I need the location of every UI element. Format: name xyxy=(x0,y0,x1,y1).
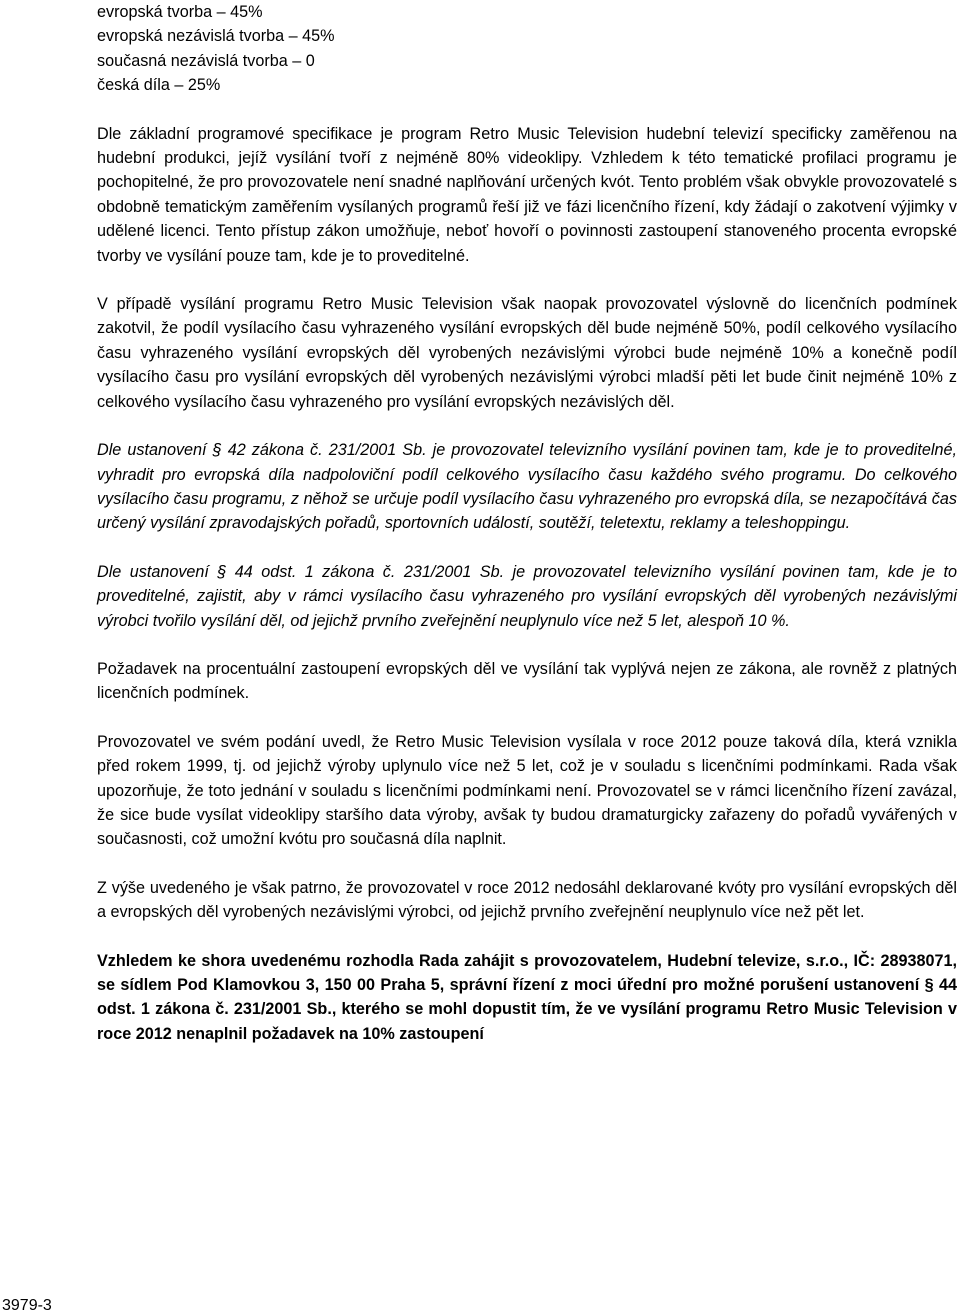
quota-item: evropská tvorba – 45% xyxy=(97,3,263,21)
paragraph-section-44: Dle ustanovení § 44 odst. 1 zákona č. 231/2001 Sb. je provozovatel televizního vysílání povinen tam, kde je to proveditelné, zajistit, aby v rámci vysílacího času vyhrazeného pro vysílání evropských děl vyrobených nezávislými výrobci tvořilo vysílání děl, od jejichž prvního zveřejnění neuplynulo více než 5 let, alespoň 10 %. xyxy=(97,562,957,630)
paragraph-conclusion: Z výše uvedeného je však patrno, že provozovatel v roce 2012 nedosáhl deklarované kvóty pro vysílání evropských děl a evropských děl vyrobených nezávislými výrobci, od jejichž prvního zveřejnění neuplynulo více než pět let. xyxy=(97,878,957,922)
paragraph-operator-statement: Provozovatel ve svém podání uvedl, že Retro Music Television vysílala v roce 2012 pouze taková díla, která vznikla před rokem 1999, tj. od jejichž výroby uplynulo více než 5 let, což je v souladu s licenčními podmínkami. Rada však upozorňuje, že toto jednání v souladu s licenčními podmínkami není. Provozovatel se v rámci licenčního řízení zavázal, že sice bude vysílat videoklipy staršího data výroby, avšak ty budou dramaturgicky zařazeny do pořadů vyvářených v současnosti, což umožní kvótu pro současná díla naplnit. xyxy=(97,732,957,849)
paragraph-license-conditions: V případě vysílání programu Retro Music Television však naopak provozovatel výslovně do licenčních podmínek zakotvil, že podíl vysílacího času vyhrazeného vysílání evropských děl bude nejméně 50%, podíl celkového vysílacího času vyhrazeného vysílání evropských děl vyrobených nezávislými výrobci bude nejméně 10% a konečně podíl vysílacího času pro vysílání evropských děl vyrobených nezávislými výrobci mladší pěti let bude činit nejméně 10% z celkového vysílacího času vyhrazeného pro vysílání evropských nezávislých děl. xyxy=(97,295,957,411)
quota-item: česká díla – 25% xyxy=(97,76,221,95)
paragraph-program-specification: Dle základní programové specifikace je program Retro Music Television hudební televizí specificky zaměřenou na hudební produkci, jejíž vysílání tvoří z nejméně 80% videoklipy. Vzhledem k této tematické profilaci programu je pochopitelné, že pro provozovatele není snadné naplňování určených kvót. Tento problém však obvykle provozovatelé s obdobně tematickým zaměřením vysílaných programů řeší již ve fázi licenčního řízení, kdy žádají o zakotvení výjimky v udělené licenci. Tento přístup zákon umožňuje, neboť hovoří o povinnosti zastoupení stanoveného procenta evropské tvorby ve vysílání pouze tam, kde je to proveditelné. xyxy=(97,124,957,265)
paragraph-requirement: Požadavek na procentuální zastoupení evropských děl ve vysílání tak vyplývá nejen ze zákona, ale rovněž z platných licenčních podmínek. xyxy=(97,659,957,703)
quota-item: evropská nezávislá tvorba – 45% xyxy=(97,27,335,46)
paragraph-decision: Vzhledem ke shora uvedenému rozhodla Rada zahájit s provozovatelem, Hudební televize, s.r.o., IČ: 28938071, se sídlem Pod Klamovkou 3, 150 00 Praha 5, správní řízení z moci úřední pro možné porušení ustanovení § 44 odst. 1 zákona č. 231/2001 Sb., kterého se mohl dopustit tím, že ve vysílání programu Retro Music Television v roce 2012 nenaplnil požadavek na 10% zastoupení xyxy=(97,951,957,1043)
page-number: 3979-3 xyxy=(2,1297,52,1314)
quota-list xyxy=(97,0,957,98)
paragraph-section-42: Dle ustanovení § 42 zákona č. 231/2001 Sb. je provozovatel televizního vysílání povinen tam, kde je to proveditelné, vyhradit pro evropská díla nadpoloviční podíl celkového vysílacího času každého svého programu. Do celkového vysílacího času programu, z něhož se určuje podíl vysílacího času vyhrazeného pro evropská díla, se nezapočítává čas určený vysílání zpravodajských pořadů, sportovních událostí, soutěží, teletextu, reklamy a teleshoppingu. xyxy=(97,441,957,533)
quota-item: současná nezávislá tvorba – 0 xyxy=(97,51,315,70)
document-page xyxy=(97,0,957,1070)
